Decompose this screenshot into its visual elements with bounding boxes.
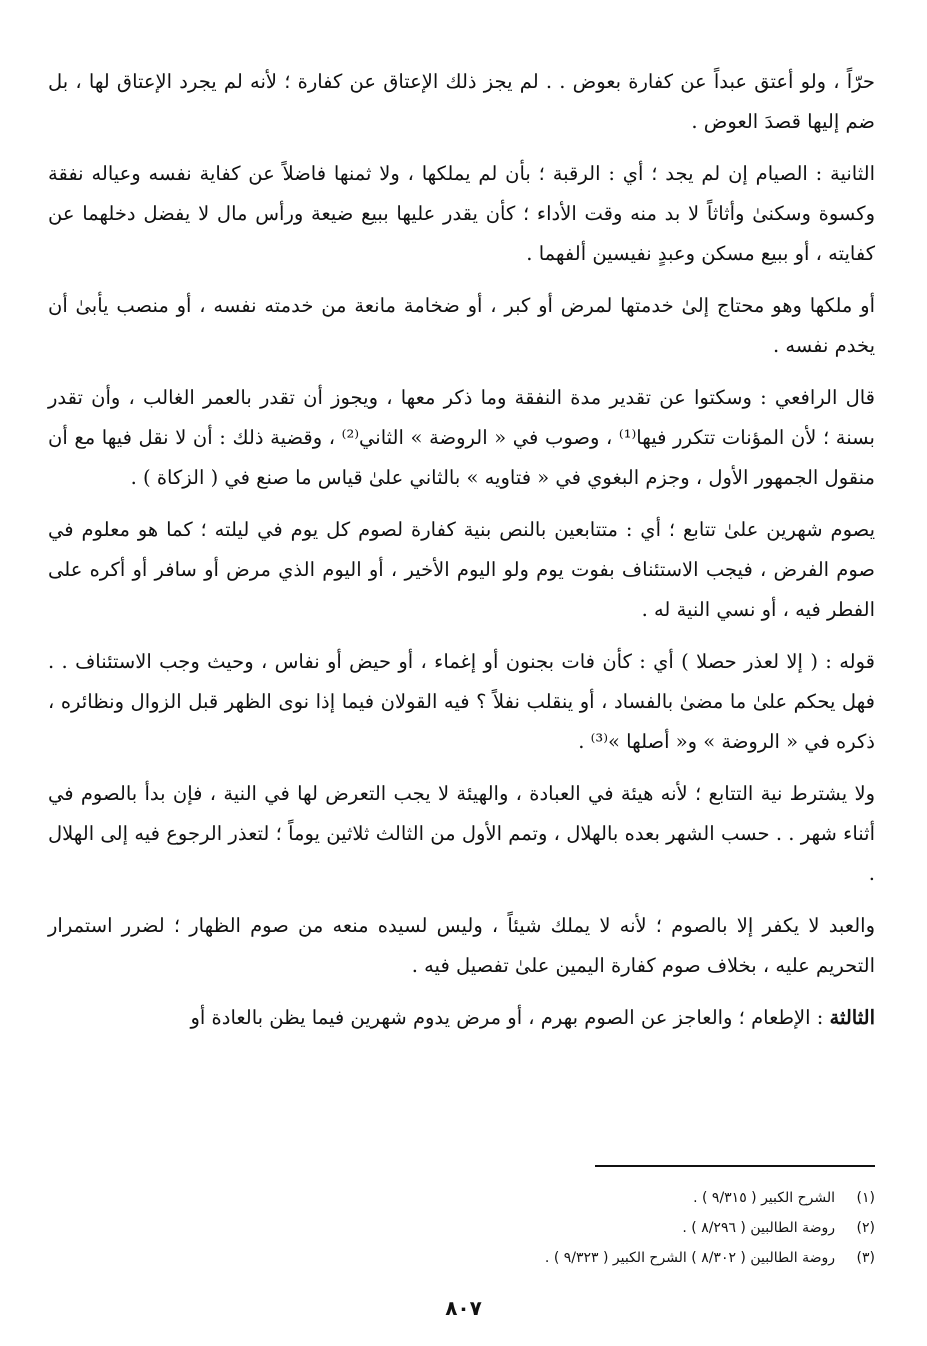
paragraph-4 bbox=[48, 378, 875, 498]
footnote-divider bbox=[595, 1165, 875, 1167]
footnote-text: الشرح الكبير ( ٩/٣١٥ ) . bbox=[693, 1190, 835, 1206]
main-text bbox=[48, 62, 875, 1050]
paragraph-text: أو ملكها وهو محتاج إلىٰ خدمتها لمرض أو كبر ، أو ضخامة مانعة من خدمته نفسه ، أو منصب يأبىٰ أن يخدم نفسه . bbox=[48, 294, 875, 357]
paragraph-text: قوله : ( إلا لعذر حصلا ) أي : كأن فات بجنون أو إغماء ، أو حيض أو نفاس ، وحيث وجب الاستئناف . . فهل يحكم علىٰ ما مضىٰ بالفساد ، أو ينقلب نفلاً ؟ فيه القولان فيما إذا نوى الظهر قبل الزوال ونظائره ، ذكره في « الروضة » و« أصلها »⁽³⁾ . bbox=[48, 650, 875, 753]
footnote-1 bbox=[375, 1183, 875, 1213]
paragraph-8 bbox=[48, 906, 875, 986]
paragraph-7 bbox=[48, 774, 875, 894]
paragraph-text: والعبد لا يكفر إلا بالصوم ؛ لأنه لا يملك شيئاً ، وليس لسيده منعه من صوم الظهار ؛ لضرر استمرار التحريم عليه ، بخلاف صوم كفارة اليمين علىٰ تفصيل فيه . bbox=[48, 914, 875, 977]
paragraph-9 bbox=[48, 998, 875, 1038]
paragraph-text: : الإطعام ؛ والعاجز عن الصوم بهرم ، أو مرض يدوم شهرين فيما يظن بالعادة أو bbox=[190, 1006, 830, 1029]
paragraph-text: حرّاً ، ولو أعتق عبداً عن كفارة بعوض . . لم يجز ذلك الإعتاق عن كفارة ؛ لأنه لم يجرد الإعتاق لها ، بل ضم إليها قصدَ العوض . bbox=[48, 70, 875, 133]
footnotes bbox=[375, 1183, 875, 1273]
paragraph-text: ولا يشترط نية التتابع ؛ لأنه هيئة في العبادة ، والهيئة لا يجب التعرض لها في النية ، فإن بدأ بالصوم في أثناء شهر . . حسب الشهر بعده بالهلال ، وتمم الأول من الثالث ثلاثين يوماً ؛ لتعذر الرجوع فيه إلى الهلال . bbox=[48, 782, 875, 885]
paragraph-3 bbox=[48, 286, 875, 366]
footnote-number: (١) bbox=[856, 1190, 875, 1206]
paragraph-6 bbox=[48, 642, 875, 762]
paragraph-text: قال الرافعي : وسكتوا عن تقدير مدة النفقة وما ذكر معها ، ويجوز أن تقدر بالعمر الغالب ، وأن تقدر بسنة ؛ لأن المؤنات تتكرر فيها⁽¹⁾ ، وصوب في « الروضة » الثاني⁽²⁾ ، وقضية ذلك : أن لا نقل فيها مع أن منقول الجمهور الأول ، وجزم البغوي في « فتاويه » بالثاني علىٰ قياس ما صنع في ( الزكاة ) . bbox=[48, 386, 875, 489]
footnote-number: (٣) bbox=[856, 1250, 875, 1266]
paragraph-1 bbox=[48, 62, 875, 142]
paragraph-text: يصوم شهرين علىٰ تتابع ؛ أي : متتابعين بالنص بنية كفارة لصوم كل يوم في ليلته ؛ كما هو معلوم في صوم الفرض ، فيجب الاستئناف بفوت يوم ولو اليوم الأخير ، أو اليوم الذي مرض أو سافر أو أكره على الفطر فيه ، أو نسي النية له . bbox=[48, 518, 875, 621]
footnote-2 bbox=[375, 1213, 875, 1243]
paragraph-text: الثانية : الصيام إن لم يجد ؛ أي : الرقبة ؛ بأن لم يملكها ، ولا ثمنها فاضلاً عن كفاية نفسه وعياله نفقة وكسوة وسكنىٰ وأثاثاً لا بد منه وقت الأداء ؛ كأن يقدر عليها ببيع ضيعة ورأس مال لا يفضل دخلهما عن كفايته ، أو ببيع مسكن وعبدٍ نفيسين ألفهما . bbox=[48, 162, 875, 265]
footnote-text: روضة الطالبين ( ٨/٣٠٢ ) الشرح الكبير ( ٩/٣٢٣ ) . bbox=[544, 1250, 835, 1266]
paragraph-lead: الثالثة bbox=[829, 1006, 875, 1029]
paragraph-5 bbox=[48, 510, 875, 630]
paragraph-2 bbox=[48, 154, 875, 274]
footnote-3 bbox=[375, 1243, 875, 1273]
footnote-number: (٢) bbox=[856, 1220, 875, 1236]
page-number: ٨٠٧ bbox=[445, 1296, 482, 1320]
footnote-text: روضة الطالبين ( ٨/٢٩٦ ) . bbox=[682, 1220, 835, 1236]
